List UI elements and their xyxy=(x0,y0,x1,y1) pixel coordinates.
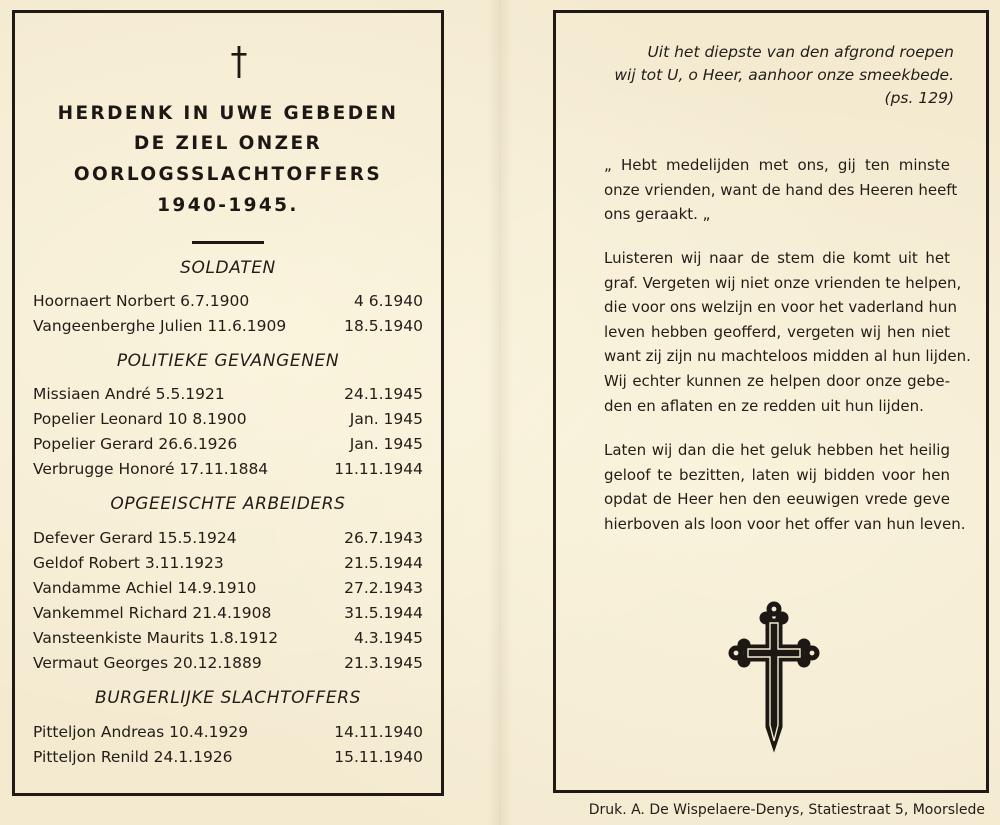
paragraph-line: want zij zijn nu machteloos midden al hun lijden. xyxy=(604,347,971,366)
victim-name-birth: Popelier Gerard 26.6.1926 xyxy=(33,435,238,453)
victim-death-date: Jan. 1945 xyxy=(349,410,423,428)
paragraph-line: geloof te bezitten, laten wij bidden voor hen xyxy=(604,465,950,484)
list-item xyxy=(33,721,423,743)
victim-death-date: 11.11.1944 xyxy=(334,460,423,478)
paragraph-line: graf. Vergeten wij niet onze vrienden te helpen, xyxy=(604,273,962,292)
paragraph-1 xyxy=(604,153,958,227)
right-panel xyxy=(553,10,989,793)
victim-death-date: 18.5.1940 xyxy=(344,317,423,335)
victim-name-birth: Vandamme Achiel 14.9.1910 xyxy=(33,579,257,597)
paragraph-line: Luisteren wij naar de stem die komt uit het xyxy=(604,249,950,267)
section-title-opgeeischte-arbeiders: OPGEEISCHTE ARBEIDERS xyxy=(110,494,346,514)
list-item xyxy=(33,602,423,624)
victim-death-date: 31.5.1944 xyxy=(344,604,423,622)
section-title-politieke-gevangenen: POLITIEKE GEVANGENEN xyxy=(116,351,340,371)
victim-name-birth: Vansteenkiste Maurits 1.8.1912 xyxy=(33,629,279,647)
paragraph-line: leven hebben geofferd, vergeten wij hen niet xyxy=(604,322,950,341)
list-item xyxy=(33,383,423,405)
center-fold xyxy=(487,0,513,825)
list-item xyxy=(33,746,423,768)
paragraph-line: ons geraakt. „ xyxy=(604,205,711,224)
paragraph-line: Wij echter kunnen ze helpen door onze gebe- xyxy=(604,371,950,390)
paragraph-line: Laten wij dan die het geluk hebben het heilig xyxy=(604,441,950,459)
paragraph-line: den en aflaten en ze redden uit hun lijden. xyxy=(604,396,924,415)
victim-death-date: 15.11.1940 xyxy=(334,748,423,766)
list-item xyxy=(33,652,423,674)
victim-death-date: 4 6.1940 xyxy=(353,292,423,310)
list-item xyxy=(33,577,423,599)
list-item xyxy=(33,458,423,480)
psalm-verse xyxy=(578,41,954,110)
list-item xyxy=(33,552,423,574)
victim-death-date: 14.11.1940 xyxy=(334,723,423,741)
heading-line-3: OORLOGSSLACHTOFFERS xyxy=(73,164,383,185)
victim-death-date: 4.3.1945 xyxy=(353,629,423,647)
verse-reference: (ps. 129) xyxy=(884,89,954,107)
paragraph-line: „ Hebt medelijden met ons, gij ten minste xyxy=(604,156,950,174)
victim-name-birth: Geldof Robert 3.11.1923 xyxy=(33,554,224,572)
paragraph-2 xyxy=(604,246,971,418)
heading-divider xyxy=(192,241,264,244)
heading-years: 1940-1945. xyxy=(157,195,299,216)
victim-name-birth: Vangeenberghe Julien 11.6.1909 xyxy=(33,317,287,335)
list-item xyxy=(33,627,423,649)
victim-death-date: 24.1.1945 xyxy=(344,385,423,403)
verse-line-1: Uit het diepste van den afgrond roepen xyxy=(647,43,954,61)
victim-name-birth: Popelier Leonard 10 8.1900 xyxy=(33,410,247,428)
victim-name-birth: Defever Gerard 15.5.1924 xyxy=(33,529,237,547)
verse-line-2: wij tot U, o Heer, aanhoor onze smeekbede. xyxy=(614,66,954,84)
victim-name-birth: Missiaen André 5.5.1921 xyxy=(33,385,225,403)
heading-line-2: DE ZIEL ONZER xyxy=(133,133,323,154)
paragraph-3 xyxy=(604,438,966,536)
victim-name-birth: Verbrugge Honoré 17.11.1884 xyxy=(33,460,269,478)
section-title-soldaten: SOLDATEN xyxy=(180,258,276,278)
list-item xyxy=(33,408,423,430)
printer-imprint: Druk. A. De Wispelaere-Denys, Statiestraat 5, Moorslede xyxy=(588,802,985,818)
victim-name-birth: Pitteljon Renild 24.1.1926 xyxy=(33,748,233,766)
victim-death-date: 26.7.1943 xyxy=(344,529,423,547)
list-item xyxy=(33,527,423,549)
list-item xyxy=(33,433,423,455)
paragraph-line: die voor ons welzijn en voor het vaderland hun xyxy=(604,298,957,317)
paragraph-line: onze vrienden, want de hand des Heeren heeft xyxy=(604,180,958,199)
paragraph-line: hierboven als loon voor het offer van hun leven. xyxy=(604,514,966,533)
paragraph-line: opdat de Heer hen den eeuwigen vrede geve xyxy=(604,490,950,509)
victim-death-date: 21.3.1945 xyxy=(344,654,423,672)
victim-name-birth: Vankemmel Richard 21.4.1908 xyxy=(33,604,272,622)
heading-line-1: HERDENK IN UWE GEBEDEN xyxy=(57,103,399,124)
latin-cross-icon xyxy=(229,45,249,79)
section-title-burgerlijke-slachtoffers: BURGERLIJKE SLACHTOFFERS xyxy=(94,688,362,708)
left-panel xyxy=(12,10,444,796)
victim-name-birth: Pitteljon Andreas 10.4.1929 xyxy=(33,723,249,741)
victim-name-birth: Vermaut Georges 20.12.1889 xyxy=(33,654,262,672)
victim-death-date: 21.5.1944 xyxy=(344,554,423,572)
victim-death-date: Jan. 1945 xyxy=(349,435,423,453)
list-item xyxy=(33,290,423,312)
list-item xyxy=(33,315,423,337)
cross-bottony-icon xyxy=(728,599,820,755)
victim-death-date: 27.2.1943 xyxy=(344,579,423,597)
victim-name-birth: Hoornaert Norbert 6.7.1900 xyxy=(33,292,250,310)
